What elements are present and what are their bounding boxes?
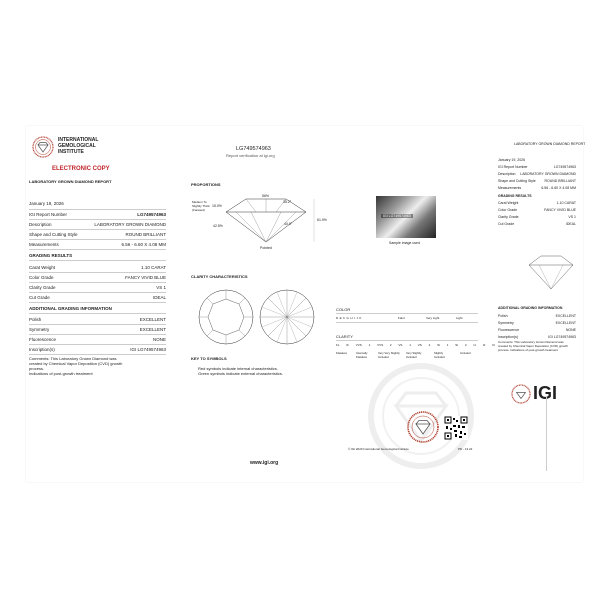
comments-line: created by Chemical Vapor Deposition (CVD) growth	[29, 361, 123, 366]
pavilion-plot-diagram	[259, 289, 315, 345]
additional-value: EXCELLENT	[139, 327, 166, 332]
detail-label: Description	[29, 222, 52, 227]
electronic-copy-label: ELECTRONIC COPY	[52, 166, 110, 172]
crown-height: 15.0%	[212, 204, 222, 208]
detail-label: Measurements	[29, 242, 59, 247]
detail-value: LG749574963	[137, 212, 166, 217]
mini-comments: Comments: This Laboratory Grown Diamond was	[498, 340, 564, 344]
clarity-label-vs: Very Slightly Included	[406, 351, 422, 359]
grading-value: FANCY VIVID BLUE	[125, 275, 166, 280]
org-name-line1: INTERNATIONAL	[58, 137, 99, 143]
color-scale-letter: J	[356, 316, 360, 320]
clarity-scale-grade: SI 1	[437, 343, 456, 347]
clarity-scale-grade: FL	[336, 343, 347, 347]
comments-line: process.	[29, 366, 45, 371]
igi-brand-seal	[511, 384, 531, 404]
total-depth: 61.9%	[317, 218, 327, 222]
color-scale-letter: H	[350, 316, 355, 320]
additional-label: Fluorescence	[29, 337, 57, 342]
verification-text: Report verification at igi.org	[226, 153, 275, 158]
additional-label: Inscription(s)	[29, 347, 55, 352]
clarity-scale-grade: I1	[473, 343, 483, 347]
mini-report-title: LABORATORY GROWN DIAMOND REPORT	[514, 142, 586, 146]
mini-row: Clarity Grade VS 1	[498, 215, 576, 219]
clarity-scale-grade: IF	[346, 343, 356, 347]
mini-row: January 19, 2026	[498, 158, 526, 162]
grading-label: Carat Weight	[29, 265, 56, 270]
color-scale-letter: F	[343, 316, 347, 320]
color-scale-title: COLOR	[336, 307, 351, 312]
additional-row	[29, 317, 166, 322]
mini-row: Color Grade FANCY VIVID BLUE	[498, 208, 576, 212]
clarity-scale-grade: I2	[482, 343, 493, 347]
grading-row	[29, 275, 166, 280]
mini-row: Polish EXCELLENT	[498, 314, 576, 318]
copyright-text: © IGI 2020 International Gemological Institute	[348, 447, 409, 451]
grading-value: IDEAL	[152, 295, 166, 300]
comments-line: Indications of post-growth treatment	[29, 371, 93, 376]
color-label-light: Light	[456, 316, 463, 320]
detail-value: 6.56 - 6.60 X 4.08 MM	[121, 242, 166, 247]
clarity-label-if: Internally Flawless	[356, 351, 368, 359]
detail-row	[29, 212, 166, 217]
clarity-scale-grade: I3	[492, 343, 495, 347]
mini-comments: created by Chemical Vapor Deposition (CVD) growth	[498, 344, 568, 348]
clarity-label-included: Included	[460, 351, 471, 355]
igi-seal-logo	[32, 136, 54, 158]
grading-label: Color Grade	[29, 275, 54, 280]
mini-row: Carat Weight 1.10 CARAT	[498, 201, 576, 205]
report-number-heading: LG749574963	[236, 146, 271, 152]
detail-label: Shape and Cutting Style	[29, 232, 78, 237]
footer-url: www.igi.org	[250, 460, 279, 466]
clarity-scale-grades	[336, 343, 495, 347]
clarity-scale-grade: VS 1	[398, 343, 418, 347]
grading-row	[29, 295, 166, 300]
clarity-scale-grade: VS 2	[417, 343, 438, 347]
sample-inscription: IGI LG749574963	[383, 214, 411, 218]
detail-row	[29, 232, 166, 237]
color-scale-letter: K	[359, 316, 363, 320]
clarity-label-vvs: Very Very Slightly Included	[378, 351, 400, 359]
key-line-green: Green symbols indicate external characteristics.	[198, 371, 283, 376]
grading-label: Clarity Grade	[29, 285, 56, 290]
grading-label: Cut Grade	[29, 295, 50, 300]
color-scale-letter: I	[354, 316, 357, 320]
mini-row: Inscription(s) IGI LG749574963	[498, 335, 576, 339]
detail-value: ROUND BRILLIANT	[125, 232, 166, 237]
color-scale-letter: G	[346, 316, 351, 320]
igi-brand-text: IGI	[533, 383, 558, 403]
clarity-label-si: Slightly Included	[434, 351, 445, 359]
additional-row	[29, 337, 166, 342]
grading-value: 1.10 CARAT	[141, 265, 166, 270]
key-to-symbols-title: KEY TO SYMBOLS	[191, 356, 227, 361]
clarity-scale-grade: SI 2	[455, 343, 474, 347]
detail-label: January 19, 2026	[29, 201, 64, 206]
report-card	[26, 126, 586, 482]
proportions-title: PROPORTIONS	[191, 182, 221, 187]
side-strip	[546, 396, 577, 471]
culet: Pointed	[260, 246, 272, 250]
additional-value: EXCELLENT	[139, 317, 166, 322]
color-scale-letter: E	[339, 316, 344, 320]
certification-seal	[407, 411, 439, 443]
form-code: PD - 13.22	[458, 447, 473, 451]
report-title: LABORATORY GROWN DIAMOND REPORT	[29, 179, 112, 184]
grading-row	[29, 285, 166, 290]
grading-results-title: GRADING RESULTS	[29, 253, 73, 258]
mini-grading-title: GRADING RESULTS	[498, 194, 532, 198]
detail-row	[29, 201, 166, 206]
proportions-diagram	[211, 194, 321, 249]
grading-value: VS 1	[156, 285, 166, 290]
mini-row: Description LABORATORY GROWN DIAMOND	[498, 172, 576, 176]
additional-label: Symmetry	[29, 327, 50, 332]
mini-row: Symmetry EXCELLENT	[498, 321, 576, 325]
crown-plot-diagram	[198, 289, 254, 345]
grading-row	[29, 265, 166, 270]
detail-value: LABORATORY GROWN DIAMOND	[94, 222, 166, 227]
mini-proportions-diagram	[521, 251, 581, 296]
additional-value: NONE	[152, 337, 166, 342]
detail-label: IGI Report Number	[29, 212, 68, 217]
mini-row: IGI Report Number LG749574963	[498, 165, 576, 169]
table-percent: 56%	[262, 194, 270, 198]
color-scale-letter: D	[336, 316, 340, 320]
mini-row: Measurements 6.56 - 6.60 X 4.08 MM	[498, 186, 576, 190]
additional-value: IGI LG749574963	[130, 347, 166, 352]
mini-row: Shape and Cutting Style ROUND BRILLIANT	[498, 179, 576, 183]
clarity-characteristics-title: CLARITY CHARACTERISTICS	[191, 274, 248, 279]
detail-row	[29, 222, 166, 227]
mini-row: Cut Grade IDEAL	[498, 222, 576, 226]
detail-row	[29, 242, 166, 247]
color-label-very-light: Very Light	[426, 316, 440, 320]
color-scale-letters	[336, 316, 363, 320]
qr-code[interactable]	[444, 416, 468, 440]
crown-angle: 35.2°	[283, 200, 292, 204]
mini-comments: process. Indications of post-growth treatment	[498, 348, 558, 352]
clarity-scale-grade: VVS 2	[377, 343, 399, 347]
additional-info-title: ADDITIONAL GRADING INFORMATION	[29, 306, 112, 311]
comments-line: Comments: This Laboratory Grown Diamond was	[29, 356, 117, 361]
girdle-description: Medium To Slightly Thick (Faceted)	[192, 200, 210, 212]
additional-row	[29, 327, 166, 332]
org-name-line3: INSTITUTE	[58, 149, 84, 155]
org-name-line2: GEMOLOGICAL	[58, 143, 96, 149]
clarity-scale-title: CLARITY	[336, 334, 353, 339]
additional-row	[29, 347, 166, 352]
color-label-faint: Faint	[398, 316, 405, 320]
sample-image-caption: Sample image used	[389, 241, 420, 245]
mini-row: Fluorescence NONE	[498, 328, 576, 332]
clarity-scale-grade: VVS 1	[355, 343, 378, 347]
key-line-red: Red symbols indicate internal characteristics.	[198, 366, 279, 371]
pavilion-depth: 42.5%	[213, 224, 223, 228]
pavilion-angle: 40.9°	[284, 222, 293, 226]
additional-label: Polish	[29, 317, 42, 322]
mini-additional-title: ADDITIONAL GRADING INFORMATION	[498, 306, 563, 310]
clarity-label-flawless: Flawless	[336, 351, 347, 355]
